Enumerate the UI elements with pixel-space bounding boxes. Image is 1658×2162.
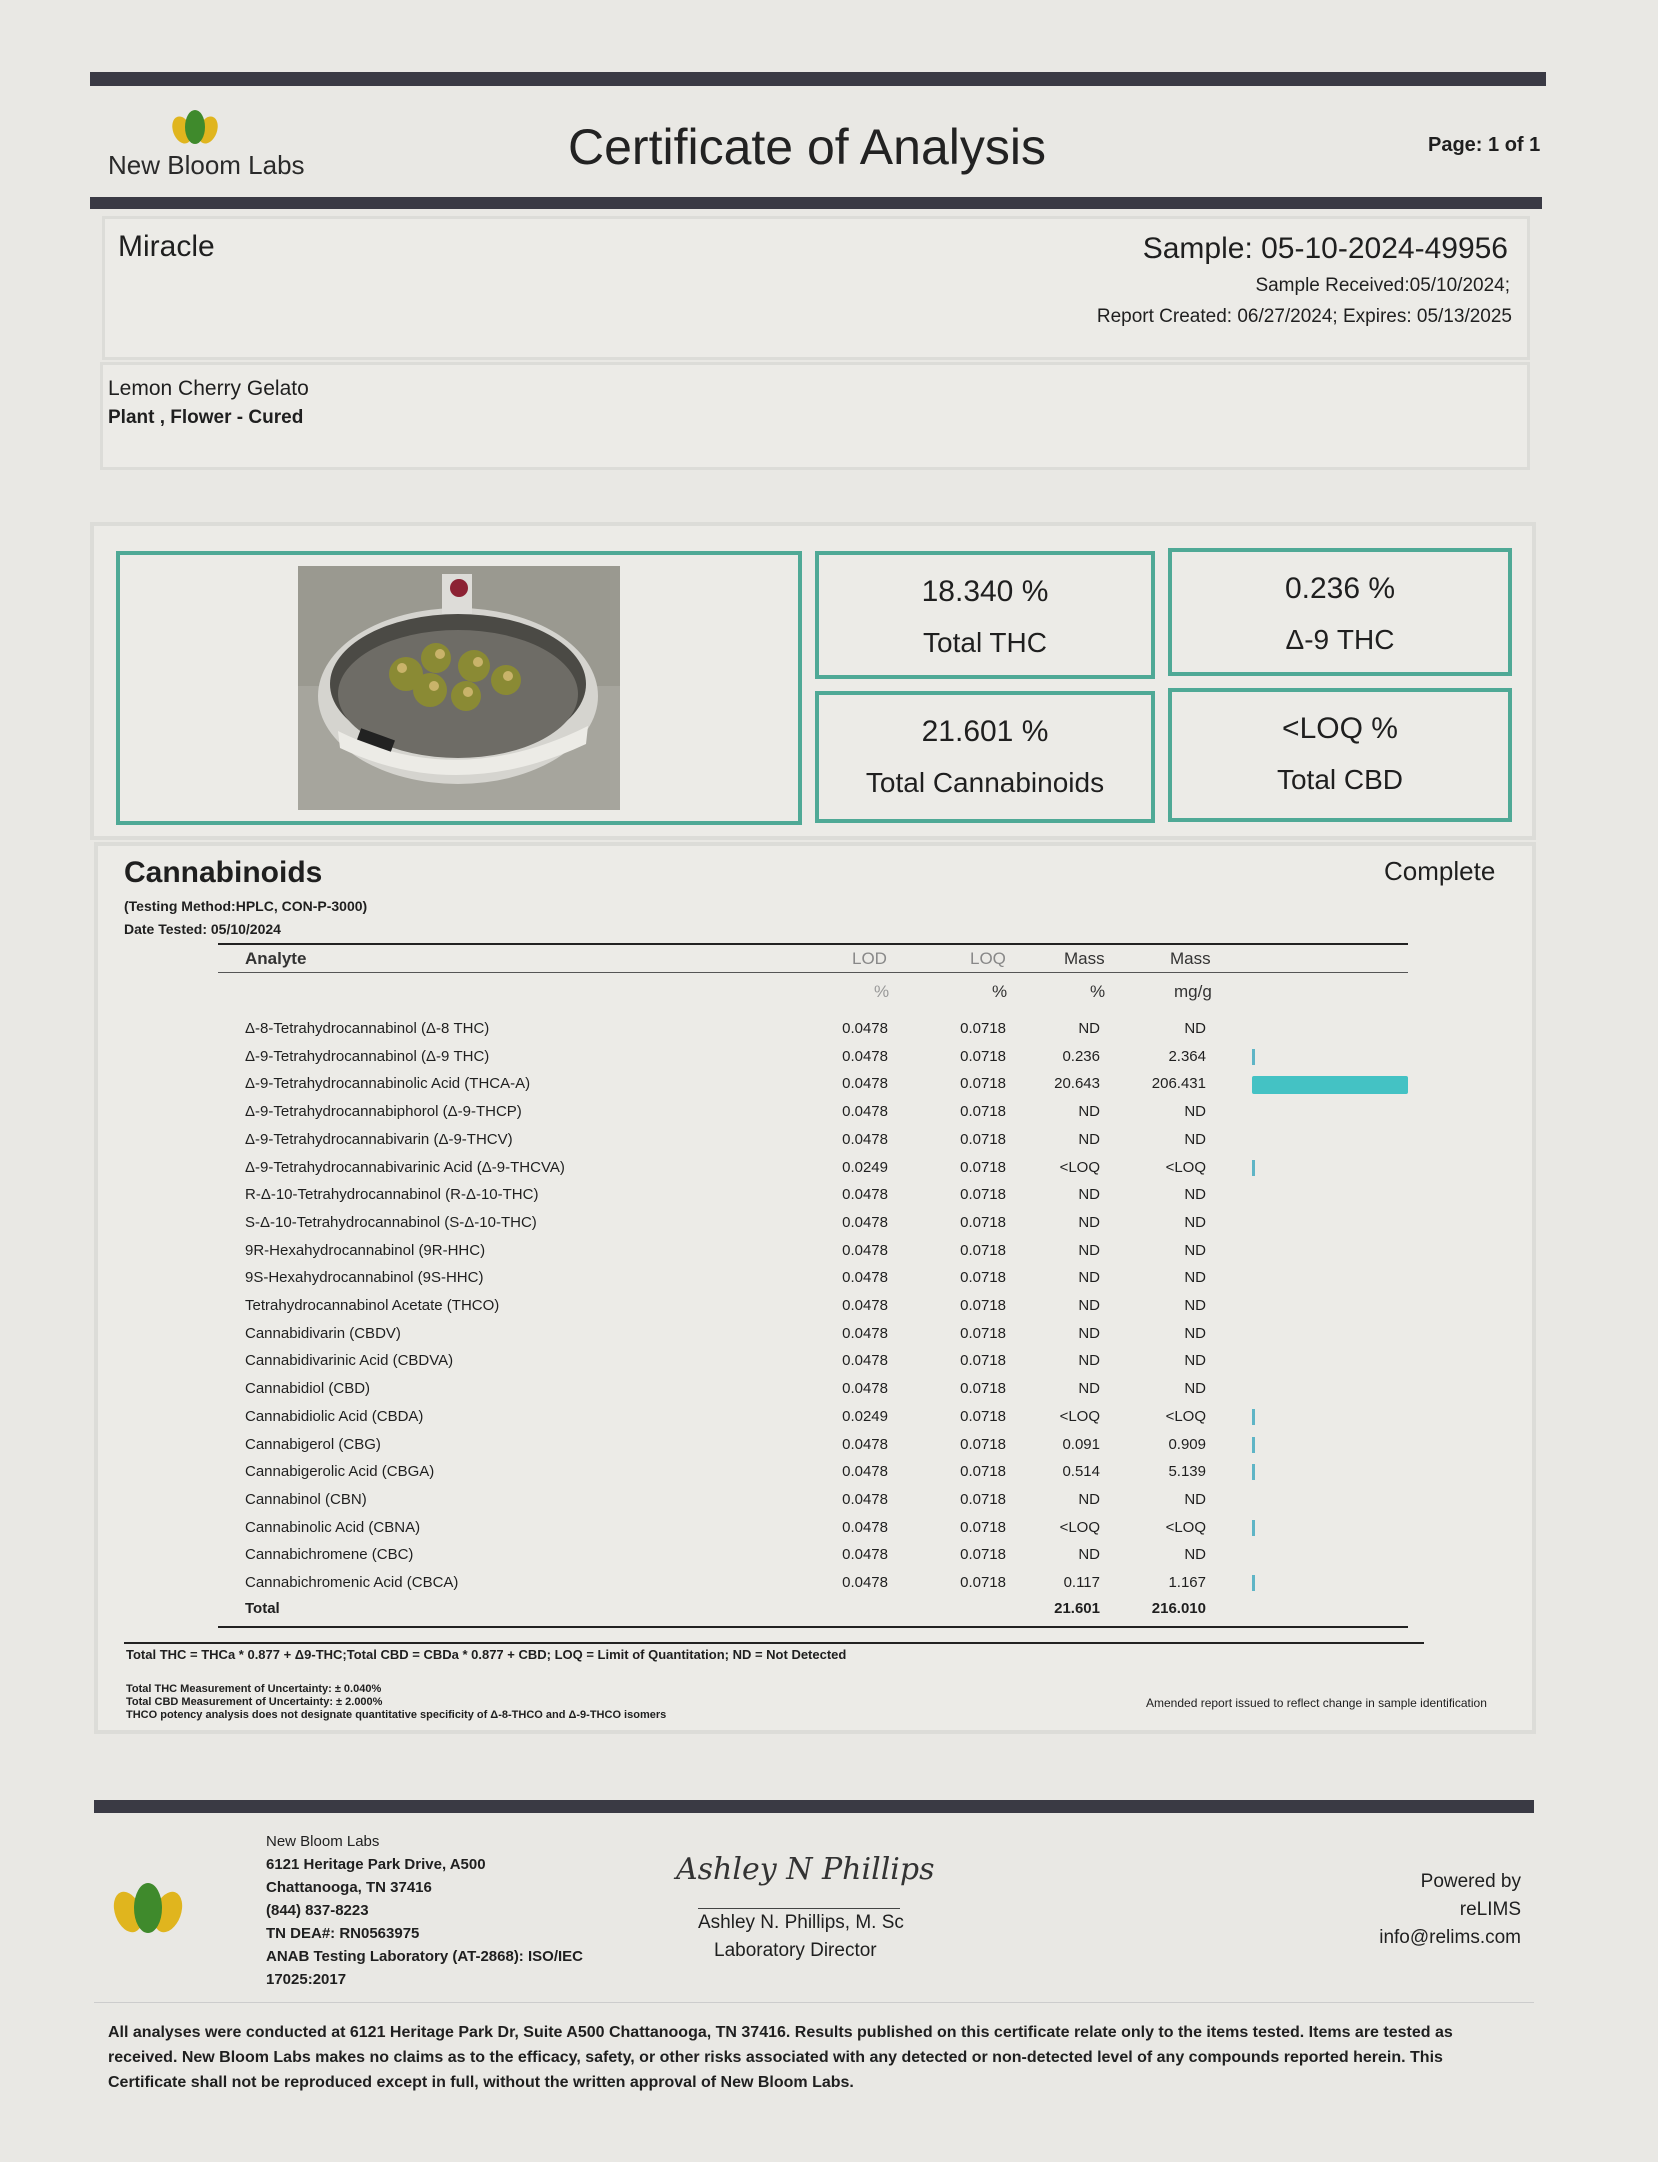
col-loq: LOQ [970, 949, 1006, 968]
loq-value: 0.0718 [960, 1131, 1006, 1148]
page-number: Page: 1 of 1 [1428, 134, 1541, 156]
mass-pct-value: <LOQ [1059, 1408, 1100, 1425]
loq-value: 0.0718 [960, 1436, 1006, 1453]
product-name: Lemon Cherry Gelato [108, 377, 309, 400]
leaf-logo-icon [168, 108, 222, 148]
analyte-name: Cannabichromenic Acid (CBCA) [245, 1574, 459, 1591]
total-cbd-value: <LOQ % [1282, 712, 1398, 745]
analyte-name: Δ-9-Tetrahydrocannabiphorol (Δ-9-THCP) [245, 1103, 522, 1120]
lod-value: 0.0478 [842, 1020, 888, 1037]
thco-note: THCO potency analysis does not designate quantitative specificity of Δ-8-THCO and Δ-9-THCO isomers [126, 1709, 667, 1721]
total-thc-box [815, 551, 1155, 679]
mass-pct-value: 0.236 [1062, 1048, 1100, 1065]
analyte-name: Cannabidivarin (CBDV) [245, 1325, 401, 1342]
analyte-name: S-Δ-10-Tetrahydrocannabinol (S-Δ-10-THC) [245, 1214, 537, 1231]
unit-lod: % [874, 982, 890, 1001]
lod-value: 0.0478 [842, 1186, 888, 1203]
report-dates: Report Created: 06/27/2024; Expires: 05/13/2025 [1096, 306, 1512, 327]
uncertainty-thc: Total THC Measurement of Uncertainty: ± 0.040% [126, 1683, 382, 1695]
lod-value: 0.0478 [842, 1325, 888, 1342]
powered-by-block [1379, 1868, 1521, 1952]
lod-value: 0.0478 [842, 1436, 888, 1453]
total-mass-pct: 21.601 [1054, 1600, 1100, 1617]
mass-pct-value: ND [1078, 1020, 1100, 1037]
page-title: Certificate of Analysis [568, 119, 1046, 175]
lod-value: 0.0478 [842, 1352, 888, 1369]
sample-received: Sample Received:05/10/2024; [1255, 275, 1510, 296]
loq-value: 0.0718 [960, 1075, 1006, 1092]
col-mass-mg: Mass [1170, 949, 1211, 968]
table-bottom-rule [218, 1626, 1408, 1628]
mass-mg-value: ND [1184, 1214, 1206, 1231]
lab-address-1: 6121 Heritage Park Drive, A500 [266, 1856, 486, 1873]
leaf-logo-footer-icon [108, 1880, 188, 1938]
notes-rule [124, 1642, 1424, 1644]
mass-pct-value: 0.091 [1062, 1436, 1100, 1453]
powered-by-name: reLIMS [1459, 1899, 1521, 1920]
loq-value: 0.0718 [960, 1380, 1006, 1397]
loq-value: 0.0718 [960, 1408, 1006, 1425]
lod-value: 0.0249 [842, 1159, 888, 1176]
unit-mass-mg: mg/g [1174, 982, 1212, 1001]
analyte-name: Cannabichromene (CBC) [245, 1546, 414, 1563]
footer-rule [94, 1800, 1534, 1813]
mass-bar [1252, 1409, 1255, 1425]
mass-pct-value: ND [1078, 1242, 1100, 1259]
mass-pct-value: <LOQ [1059, 1159, 1100, 1176]
analyte-name: R-Δ-10-Tetrahydrocannabinol (R-Δ-10-THC) [245, 1186, 539, 1203]
analyte-name: Δ-9-Tetrahydrocannabivarin (Δ-9-THCV) [245, 1131, 513, 1148]
analyte-name: Cannabidivarinic Acid (CBDVA) [245, 1352, 454, 1369]
analyte-name: 9S-Hexahydrocannabinol (9S-HHC) [245, 1269, 484, 1286]
mass-bar [1252, 1464, 1255, 1480]
lab-address-2: Chattanooga, TN 37416 [266, 1879, 432, 1896]
mass-pct-value: ND [1078, 1325, 1100, 1342]
mass-pct-value: 0.514 [1062, 1463, 1100, 1480]
powered-by-label: Powered by [1420, 1871, 1521, 1892]
mass-pct-value: ND [1078, 1380, 1100, 1397]
mass-pct-value: 20.643 [1054, 1075, 1100, 1092]
lod-value: 0.0478 [842, 1519, 888, 1536]
total-mass-mg: 216.010 [1151, 1600, 1206, 1617]
lod-value: 0.0478 [842, 1075, 888, 1092]
signer-name: Ashley N. Phillips, M. Sc [698, 1912, 904, 1933]
client-name: Miracle [118, 230, 215, 263]
lod-value: 0.0478 [842, 1242, 888, 1259]
mass-bar [1252, 1049, 1255, 1065]
loq-value: 0.0718 [960, 1325, 1006, 1342]
analyte-name: Cannabigerolic Acid (CBGA) [245, 1463, 435, 1480]
sample-id: Sample: 05-10-2024-49956 [1142, 232, 1508, 265]
loq-value: 0.0718 [960, 1159, 1006, 1176]
mass-pct-value: ND [1078, 1352, 1100, 1369]
disclaimer-rule [94, 2002, 1534, 2003]
col-mass-pct: Mass [1064, 949, 1105, 968]
loq-value: 0.0718 [960, 1186, 1006, 1203]
loq-value: 0.0718 [960, 1546, 1006, 1563]
mass-mg-value: ND [1184, 1380, 1206, 1397]
lod-value: 0.0478 [842, 1297, 888, 1314]
mass-mg-value: ND [1184, 1352, 1206, 1369]
mass-mg-value: <LOQ [1165, 1159, 1206, 1176]
table-top-rule [218, 943, 1408, 945]
loq-value: 0.0718 [960, 1491, 1006, 1508]
amended-note: Amended report issued to reflect change in sample identification [1146, 1696, 1487, 1710]
total-label: Total [245, 1600, 280, 1617]
loq-value: 0.0718 [960, 1242, 1006, 1259]
lod-value: 0.0478 [842, 1048, 888, 1065]
lod-value: 0.0478 [842, 1574, 888, 1591]
col-analyte: Analyte [245, 949, 307, 968]
sample-photo [298, 566, 620, 810]
mass-mg-value: ND [1184, 1325, 1206, 1342]
product-panel [100, 362, 1530, 470]
mass-mg-value: ND [1184, 1297, 1206, 1314]
date-tested: Date Tested: 05/10/2024 [124, 921, 281, 937]
analyte-name: Δ-9-Tetrahydrocannabinol (Δ-9 THC) [245, 1048, 490, 1065]
unit-loq: % [992, 982, 1008, 1001]
col-lod: LOD [852, 949, 887, 968]
loq-value: 0.0718 [960, 1269, 1006, 1286]
loq-value: 0.0718 [960, 1103, 1006, 1120]
mass-bar [1252, 1437, 1255, 1453]
mass-pct-value: ND [1078, 1131, 1100, 1148]
formula-note: Total THC = THCa * 0.877 + Δ9-THC;Total CBD = CBDa * 0.877 + CBD; LOQ = Limit of Quantitation; ND = Not Detected [126, 1647, 847, 1662]
mass-bar [1252, 1520, 1255, 1536]
lod-value: 0.0249 [842, 1408, 888, 1425]
mass-mg-value: 1.167 [1168, 1574, 1206, 1591]
mass-mg-value: 2.364 [1168, 1048, 1206, 1065]
analyte-name: Δ-9-Tetrahydrocannabinolic Acid (THCA-A) [245, 1075, 531, 1092]
testing-method: (Testing Method:HPLC, CON-P-3000) [124, 898, 368, 914]
mass-pct-value: ND [1078, 1186, 1100, 1203]
analyte-name: 9R-Hexahydrocannabinol (9R-HHC) [245, 1242, 486, 1259]
d9-thc-box [1168, 548, 1512, 676]
disclaimer-text: All analyses were conducted at 6121 Heritage Park Dr, Suite A500 Chattanooga, TN 37416. Results published on this certificate relate only to the items tested. Items are tested as received. New Bloom Labs makes no claims as to the efficacy, safety, or other risks associated with any detected or non-detected level of any compounds reported herein. This Certificate shall not be reproduced except in full, without the written approval of New Bloom Labs. [108, 2024, 1453, 2091]
lod-value: 0.0478 [842, 1131, 888, 1148]
mass-mg-value: <LOQ [1165, 1408, 1206, 1425]
section-status: Complete [1384, 856, 1496, 886]
product-type: Plant , Flower - Cured [108, 407, 304, 428]
d9-thc-label: Δ-9 THC [1285, 624, 1395, 655]
lod-value: 0.0478 [842, 1546, 888, 1563]
lod-value: 0.0478 [842, 1380, 888, 1397]
total-cannabinoids-box [815, 691, 1155, 823]
mass-bar [1252, 1160, 1255, 1176]
mass-pct-value: ND [1078, 1103, 1100, 1120]
lab-anab-2: 17025:2017 [266, 1971, 347, 1988]
loq-value: 0.0718 [960, 1463, 1006, 1480]
lod-value: 0.0478 [842, 1491, 888, 1508]
total-cannabinoids-value: 21.601 % [921, 715, 1049, 748]
loq-value: 0.0718 [960, 1519, 1006, 1536]
powered-by-email: info@relims.com [1379, 1927, 1521, 1948]
uncertainty-cbd: Total CBD Measurement of Uncertainty: ± 2.000% [126, 1696, 383, 1708]
lab-dea: TN DEA#: RN0563975 [266, 1925, 420, 1942]
mass-pct-value: ND [1078, 1269, 1100, 1286]
mass-pct-value: 0.117 [1063, 1574, 1100, 1591]
analyte-name: Cannabinol (CBN) [245, 1491, 367, 1508]
total-thc-value: 18.340 % [921, 575, 1049, 608]
loq-value: 0.0718 [960, 1020, 1006, 1037]
loq-value: 0.0718 [960, 1574, 1006, 1591]
cannabinoids-panel [94, 842, 1536, 1734]
mass-bar [1252, 1076, 1408, 1094]
analyte-name: Tetrahydrocannabinol Acetate (THCO) [245, 1297, 500, 1314]
mass-mg-value: ND [1184, 1131, 1206, 1148]
mass-bar [1252, 1575, 1255, 1591]
lod-value: 0.0478 [842, 1463, 888, 1480]
total-cannabinoids-label: Total Cannabinoids [865, 767, 1105, 798]
lab-phone: (844) 837-8223 [266, 1902, 369, 1919]
mass-mg-value: ND [1184, 1103, 1206, 1120]
total-cbd-label: Total CBD [1276, 764, 1404, 795]
header-rule-line [218, 972, 1408, 973]
signature: Ashley N Phillips [676, 1852, 935, 1887]
lab-address-block [266, 1830, 583, 1991]
mass-mg-value: ND [1184, 1242, 1206, 1259]
d9-thc-value: 0.236 % [1284, 572, 1396, 605]
mass-pct-value: ND [1078, 1491, 1100, 1508]
lod-value: 0.0478 [842, 1214, 888, 1231]
mass-mg-value: ND [1184, 1491, 1206, 1508]
mass-mg-value: 206.431 [1151, 1075, 1206, 1092]
mass-pct-value: <LOQ [1059, 1519, 1100, 1536]
loq-value: 0.0718 [960, 1297, 1006, 1314]
total-thc-label: Total THC [923, 627, 1047, 658]
loq-value: 0.0718 [960, 1214, 1006, 1231]
mass-mg-value: ND [1184, 1546, 1206, 1563]
mass-mg-value: 0.909 [1168, 1436, 1206, 1453]
mass-mg-value: <LOQ [1165, 1519, 1206, 1536]
brand-name: New Bloom Labs [108, 150, 305, 180]
total-cbd-box [1168, 688, 1512, 822]
analyte-name: Cannabidiol (CBD) [245, 1380, 371, 1397]
mass-mg-value: ND [1184, 1020, 1206, 1037]
lab-name: New Bloom Labs [266, 1833, 380, 1850]
lod-value: 0.0478 [842, 1103, 888, 1120]
signer-title: Laboratory Director [714, 1940, 877, 1961]
analyte-name: Δ-8-Tetrahydrocannabinol (Δ-8 THC) [245, 1020, 490, 1037]
analyte-name: Cannabinolic Acid (CBNA) [245, 1519, 421, 1536]
loq-value: 0.0718 [960, 1048, 1006, 1065]
analyte-name: Δ-9-Tetrahydrocannabivarinic Acid (Δ-9-THCVA) [245, 1159, 565, 1176]
loq-value: 0.0718 [960, 1352, 1006, 1369]
mass-mg-value: ND [1184, 1186, 1206, 1203]
mass-pct-value: ND [1078, 1297, 1100, 1314]
header-rule [90, 197, 1542, 209]
lod-value: 0.0478 [842, 1269, 888, 1286]
unit-mass-pct: % [1090, 982, 1106, 1001]
mass-mg-value: 5.139 [1168, 1463, 1206, 1480]
top-rule [90, 72, 1546, 86]
section-title: Cannabinoids [124, 856, 323, 889]
mass-pct-value: ND [1078, 1546, 1100, 1563]
analyte-name: Cannabigerol (CBG) [245, 1436, 381, 1453]
lab-anab-1: ANAB Testing Laboratory (AT-2868): ISO/IEC [266, 1948, 583, 1965]
mass-mg-value: ND [1184, 1269, 1206, 1286]
analyte-name: Cannabidiolic Acid (CBDA) [245, 1408, 424, 1425]
signature-line [698, 1908, 900, 1909]
mass-pct-value: ND [1078, 1214, 1100, 1231]
